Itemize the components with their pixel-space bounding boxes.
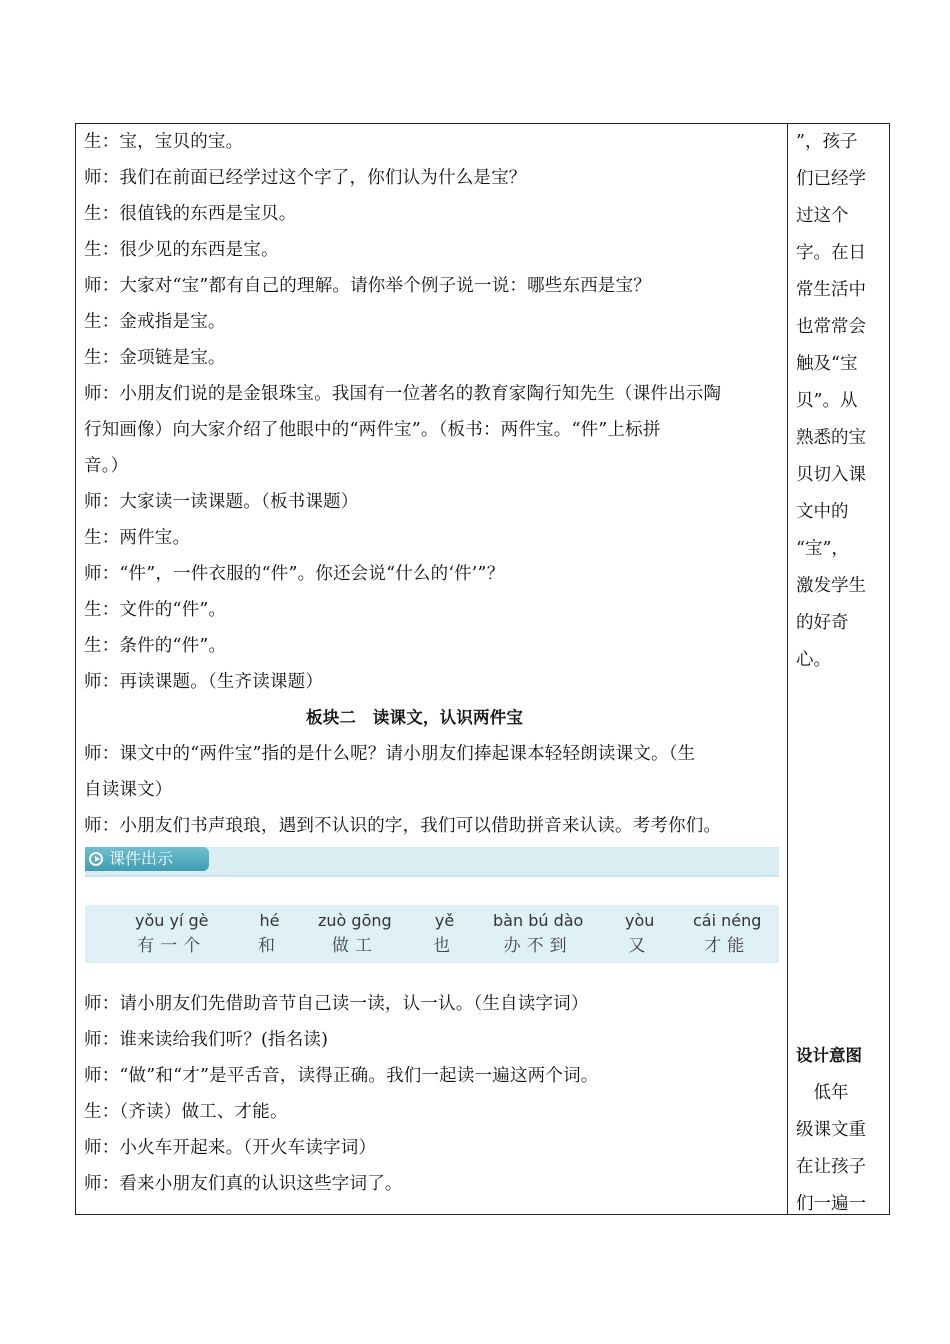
dialogue-line: 师：我们在前面已经学过这个字了，你们认为什么是宝？ (84, 168, 527, 188)
dialogue-line: 生：很少见的东西是宝。 (84, 240, 279, 260)
hanzi: 有一个 (137, 936, 207, 956)
dialogue-line: 生：金戒指是宝。 (84, 312, 226, 332)
dialogue-line: 音。） (84, 456, 129, 476)
note-line: 常生活中 (796, 280, 866, 300)
note-line: 的好奇 (796, 613, 849, 633)
pinyin: zuò gōng (318, 911, 392, 930)
note-line: 心。 (796, 650, 831, 670)
dialogue-line: 师：小火车开起来。（开火车读字词） (84, 1138, 377, 1158)
dialogue-line: 师：大家对“宝”都有自己的理解。请你举个例子说一说：哪些东西是宝？ (84, 276, 651, 296)
note-line: “宝”， (796, 539, 849, 559)
note-line: 文中的 (796, 502, 849, 522)
pinyin: bàn bú dào (493, 911, 584, 930)
design-intent-heading: 设计意图 (796, 1046, 862, 1065)
note-line: 级课文重 (796, 1120, 866, 1140)
dialogue-line: 生：两件宝。 (84, 528, 191, 548)
pinyin-word (318, 909, 392, 959)
dialogue-line: 生：文件的“件”。 (84, 600, 227, 620)
hanzi: 又 (628, 936, 652, 956)
courseware-banner (85, 847, 779, 877)
dialogue-line: 师：再读课题。（生齐读课题） (84, 672, 324, 692)
dialogue-line: 师：“做”和“才”是平舌音，读得正确。我们一起读一遍这两个词。 (84, 1066, 599, 1086)
dialogue-line: 师：大家读一读课题。（板书课题） (84, 492, 359, 512)
pinyin: cái néng (693, 911, 762, 930)
note-line: 过这个 (796, 206, 849, 226)
dialogue-line: 生：条件的“件”。 (84, 636, 227, 656)
hanzi: 才能 (704, 936, 751, 956)
play-icon (89, 852, 103, 866)
dialogue-line: 生：宝，宝贝的宝。 (84, 132, 244, 152)
pinyin: yǒu yí gè (135, 911, 209, 930)
pinyin-word (625, 909, 654, 959)
note-line: 熟悉的宝 (796, 428, 866, 448)
pinyin: yòu (625, 911, 655, 930)
pinyin-word (693, 909, 761, 959)
column-divider (787, 124, 788, 1214)
hanzi: 办不到 (503, 936, 573, 956)
dialogue-line: 师：谁来读给我们听？(指名读) (84, 1030, 329, 1050)
dialogue-line: 师：小朋友们书声琅琅，遇到不认识的字，我们可以借助拼音来认读。考考你们。 (84, 816, 722, 836)
dialogue-line: 师：小朋友们说的是金银珠宝。我国有一位著名的教育家陶行知先生（课件出示陶 (84, 384, 722, 404)
note-line: 激发学生 (796, 576, 866, 596)
note-line: 在让孩子 (796, 1157, 866, 1177)
pinyin-word (493, 909, 583, 959)
section-heading: 板块二 读课文，认识两件宝 (306, 708, 524, 727)
note-line: 低年 (796, 1083, 849, 1103)
hanzi: 做工 (331, 936, 378, 956)
courseware-tab (85, 847, 209, 871)
dialogue-line: 行知画像）向大家介绍了他眼中的“两件宝”。（板书：两件宝。“件”上标拼 (84, 420, 661, 440)
dialogue-line: 生：很值钱的东西是宝贝。 (84, 204, 297, 224)
dialogue-line: 师：课文中的“两件宝”指的是什么呢？请小朋友们捧起课本轻轻朗读课文。（生 (84, 744, 696, 764)
pinyin: hé (259, 911, 280, 930)
lesson-table (75, 123, 890, 1215)
note-line: 们已经学 (796, 169, 866, 189)
dialogue-line: 自读课文） (84, 780, 173, 800)
courseware-label: 课件出示 (109, 849, 174, 868)
note-line: 贝”。从 (796, 391, 858, 411)
dialogue-line: 师：看来小朋友们真的认识这些字词了。 (84, 1174, 403, 1194)
dialogue-line: 师：“件”，一件衣服的“件”。你还会说“什么的‘件’”？ (84, 564, 505, 584)
dialogue-line: 师：请小朋友们先借助音节自己读一读，认一认。（生自读字词） (84, 994, 589, 1014)
dialogue-line: 生：（齐读）做工、才能。 (84, 1102, 288, 1122)
pinyin: yě (434, 911, 455, 930)
hanzi: 和 (258, 936, 281, 956)
pinyin-word (135, 909, 208, 959)
note-line: ”，孩子 (796, 132, 858, 152)
pinyin-word (258, 909, 281, 959)
note-line: 们一遍一 (796, 1194, 866, 1214)
note-line: 触及“宝 (796, 354, 858, 374)
note-line: 也常常会 (796, 317, 866, 337)
hanzi: 也 (433, 936, 456, 956)
pinyin-word-box (85, 905, 779, 963)
note-line: 字。在日 (796, 243, 866, 263)
pinyin-word (433, 909, 456, 959)
note-line: 贝切入课 (796, 465, 866, 485)
dialogue-line: 生：金项链是宝。 (84, 348, 226, 368)
